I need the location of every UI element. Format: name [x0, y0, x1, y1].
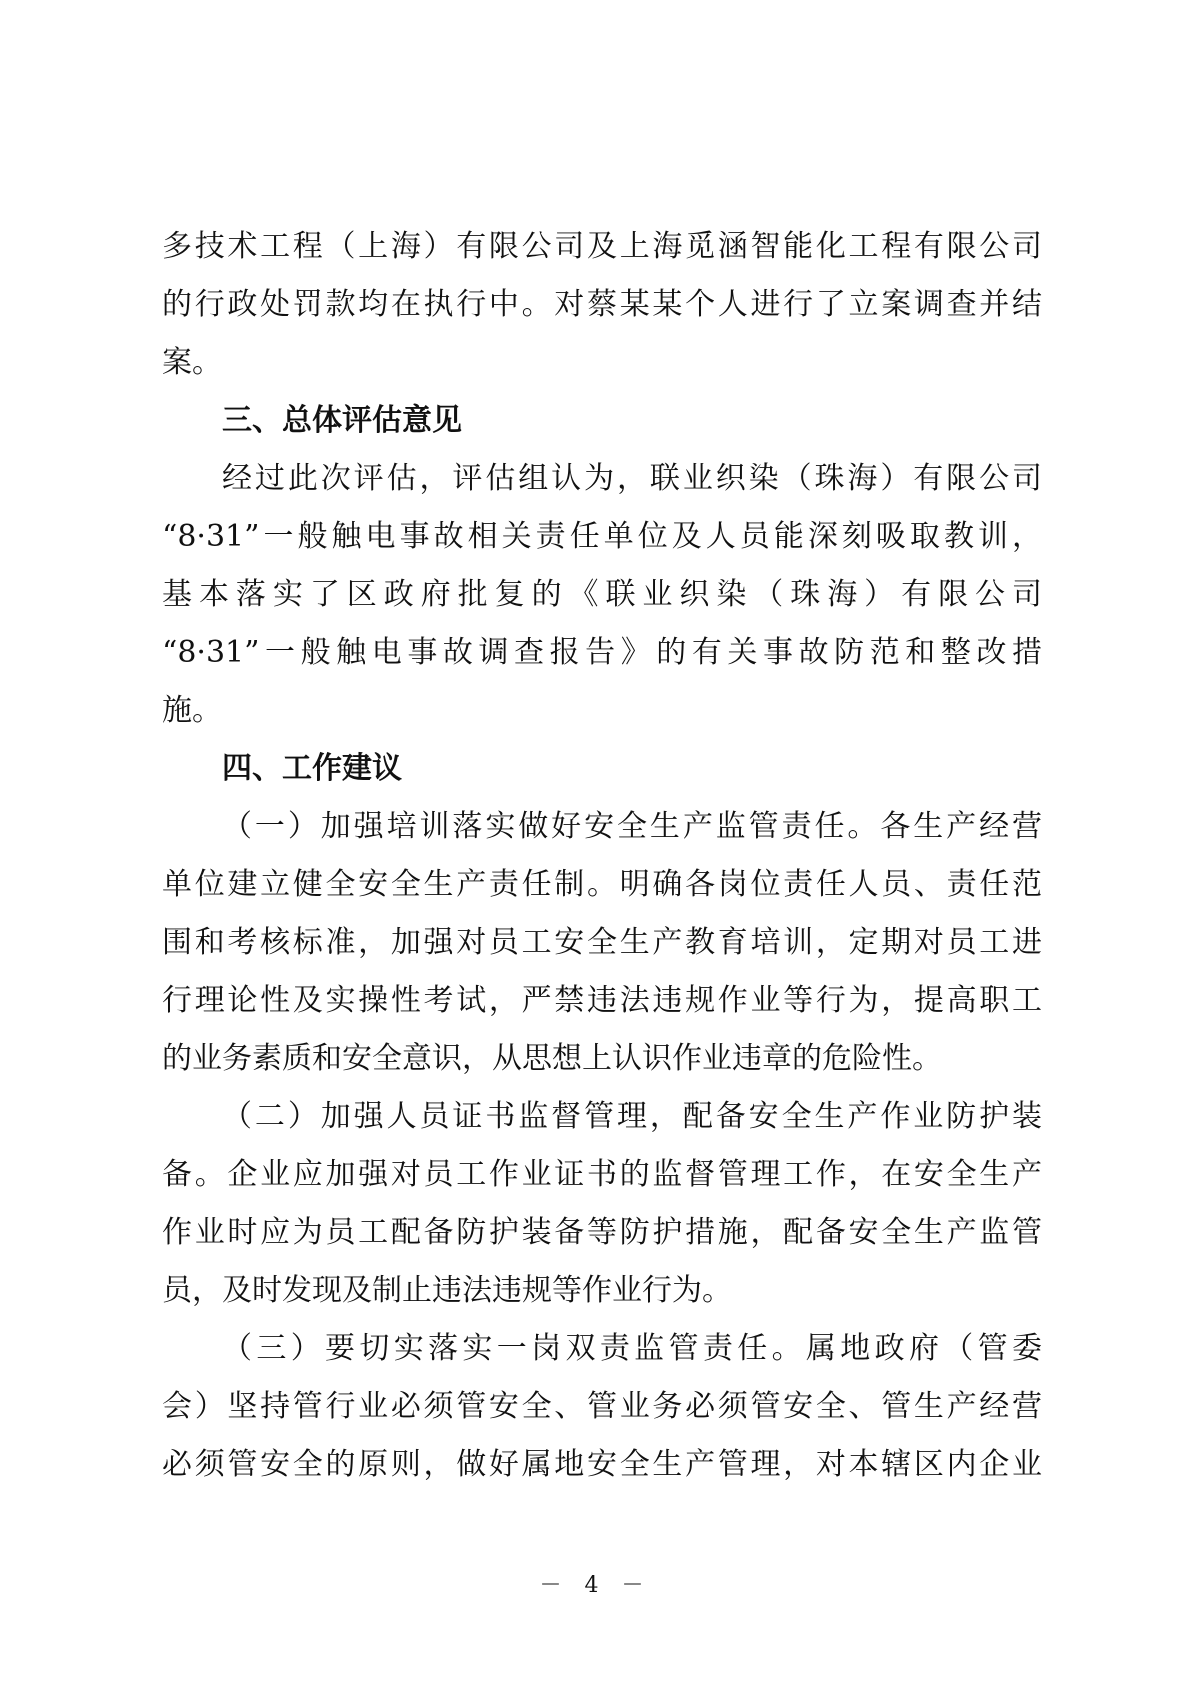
text-line: 会）坚持管行业必须管安全、管业务必须管安全、管生产经营: [162, 1389, 1042, 1424]
text-line: 必须管安全的原则，做好属地安全生产管理，对本辖区内企业: [162, 1447, 1042, 1482]
text-line: 的行政处罚款均在执行中。对蔡某某个人进行了立案调查并结: [162, 287, 1042, 322]
text-line: 员，及时发现及制止违法违规等作业行为。: [162, 1273, 732, 1308]
text-line: 围和考核标准，加强对员工安全生产教育培训，定期对员工进: [162, 925, 1042, 960]
recommendation-1-start: （一）加强培训落实做好安全生产监管责任。各生产经营: [222, 809, 1042, 844]
text-line: 基本落实了区政府批复的《联业织染（珠海）有限公司: [162, 577, 1042, 612]
text-line: 的业务素质和安全意识，从思想上认识作业违章的危险性。: [162, 1041, 942, 1076]
text-line: 行理论性及实操性考试，严禁违法违规作业等行为，提高职工: [162, 983, 1042, 1018]
page-number: － 4 －: [539, 1573, 652, 1598]
recommendation-2-start: （二）加强人员证书监督管理，配备安全生产作业防护装: [222, 1099, 1042, 1134]
recommendation-3-start: （三）要切实落实一岗双责监管责任。属地政府（管委: [222, 1331, 1042, 1366]
text-line: “8·31”一般触电事故调查报告》的有关事故防范和整改措: [162, 635, 1042, 670]
section-heading-4: 四、工作建议: [222, 751, 402, 786]
text-line: 多技术工程（上海）有限公司及上海觅涵智能化工程有限公司: [162, 229, 1042, 264]
text-line: 案。: [162, 345, 222, 380]
text-line: 备。企业应加强对员工作业证书的监督管理工作，在安全生产: [162, 1157, 1042, 1192]
text-line: 作业时应为员工配备防护装备等防护措施，配备安全生产监管: [162, 1215, 1042, 1250]
section-heading-3: 三、总体评估意见: [222, 403, 462, 438]
text-line: 单位建立健全安全生产责任制。明确各岗位责任人员、责任范: [162, 867, 1042, 902]
text-line: 施。: [162, 693, 222, 728]
document-body: [162, 218, 1042, 1494]
text-line: “8·31”一般触电事故相关责任单位及人员能深刻吸取教训，: [162, 519, 1042, 554]
paragraph-start: 经过此次评估，评估组认为，联业织染（珠海）有限公司: [222, 461, 1042, 496]
